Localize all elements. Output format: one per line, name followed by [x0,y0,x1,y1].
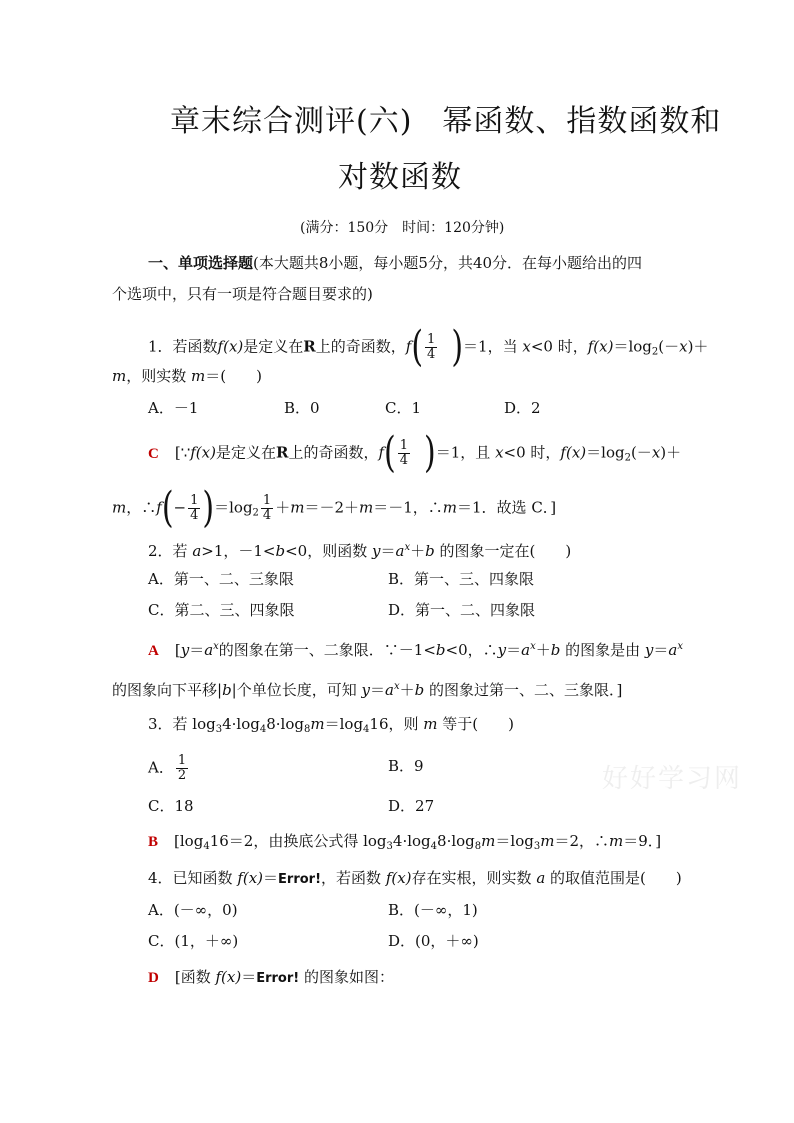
q1-sol-text: ＝－2＋ [304,498,359,517]
q2-sol-text: 的图象是由 [560,641,645,659]
q1-solution [148,428,682,478]
q2-text: ＋ [410,542,426,560]
q2-sol-text: ＋ [399,681,415,699]
q1-sol-text: (－ [630,443,652,462]
q1-m: m [191,367,206,385]
q2-sol-text: 的图象向下平移| [112,681,223,699]
q1-x: x [679,337,688,356]
q3-log-base: 3 [533,841,541,852]
q1-log-base: 2 [651,346,659,358]
q1-sol-text: )＋ [660,443,682,462]
watermark: 好好学习网 [602,764,743,794]
q1-fraction [425,333,437,362]
q3-option-a [148,754,190,783]
q4-stem [148,868,682,890]
q4-answer-badge: D [148,970,159,986]
q2-text: 2．若 [148,542,193,560]
q3-sol-text: 16＝2，由换底公式得 log [209,832,387,850]
q2-var: y [497,641,507,659]
q3-m: m [481,832,496,850]
q4-sol-text: [函数 [174,968,216,986]
q2-var: b [275,542,286,560]
q2-exponent: x [404,542,411,553]
q1-m: m [112,498,127,517]
q2-sol-text: ＋ [535,641,551,659]
q2-sol-text: ＝ [189,641,205,659]
left-paren: ( [384,428,396,478]
q3-text: 3．若 log [148,715,216,733]
q3-log-base: 4 [363,724,370,735]
q1-sol-text: 是定义在 [215,443,276,462]
q2-option-b: B．第一、三、四象限 [388,570,535,588]
q2-var: b [435,641,446,659]
q2-option-d: D．第一、二、四象限 [388,601,536,619]
q1-log-fraction [261,494,273,523]
q2-var: a [385,681,394,699]
q4-text: 的取值范围是( ) [545,869,682,887]
q2-var: a [192,542,202,560]
q1-m: m [442,498,458,517]
q4-text: ，若函数 [321,869,386,887]
q4-fx: f(x) [385,869,412,887]
frac-num: 1 [190,493,199,508]
q2-solution [148,637,683,661]
q3-option-a-label: A． [148,758,174,777]
right-paren: ) [451,322,464,372]
q1-option-b: B．0 [284,399,320,417]
frac-num: 1 [262,493,272,508]
q1-text: )＋ [687,337,709,356]
q1-fx: f(x) [560,443,587,462]
q1-option-c: C．1 [385,399,422,417]
q2-var: y [372,542,381,560]
q3-log-base: 4 [430,841,438,852]
q1-text: <0 时， [530,337,588,356]
q3-text: 4·log [222,715,260,733]
section-header [148,253,642,273]
q4-text: ＝ [263,869,279,887]
q2-answer-badge: A [148,643,159,659]
q1-sol-text: <0 时， [503,443,561,462]
q3-sol-text: ＝log [495,832,534,850]
q1-log-base: 2 [624,452,631,464]
q3-stem [148,714,514,740]
q2-text: 的图象一定在( ) [434,542,572,560]
q1-x: x [651,443,661,462]
q1-m: m [112,367,127,385]
q2-sol-text: 的图象在第一、二象限．∵－1< [218,641,436,659]
q1-sol-text: ＝1．故选 C．] [457,498,557,517]
q2-exponent: x [677,641,684,652]
q2-var: a [204,641,214,659]
q3-sol-text: ＝2，∴ [554,832,609,850]
q1-text: (－ [658,337,680,356]
q1-solution-line2 [112,483,557,533]
q1-option-a: A．－1 [148,399,199,417]
left-paren: ( [161,483,174,533]
q2-var: a [521,641,531,659]
q3-text: 16，则 [369,715,424,733]
q2-var: y [644,641,654,659]
q3-text: 8·log [266,715,304,733]
q1-fx: f(x) [190,443,216,462]
q1-answer-badge: C [148,445,159,462]
q3-sol-text: ＝9．] [623,832,662,850]
q1-text: 上的奇函数， [315,337,406,356]
frac-den: 4 [262,508,272,523]
frac-den: 4 [399,453,409,468]
q1-sol-text: ＝log [586,443,625,462]
q2-var: y [361,681,370,699]
q3-option-a-fraction [176,754,188,783]
q3-m: m [423,715,438,733]
q1-sol-text: ＝log [214,498,253,517]
q2-text: >1，－1< [201,542,276,560]
q2-var: b [222,681,232,699]
right-paren: ) [424,428,436,478]
q3-m: m [310,715,325,733]
q4-fx: f(x) [215,968,242,986]
q1-option-d: D．2 [504,399,541,417]
q1-text: ＝( ) [205,367,262,385]
q2-sol-text: [ [174,641,181,659]
q2-option-a: A．第一、二、三象限 [148,570,294,588]
q1-f: f [156,498,162,517]
q4-sol-text: 的图象如图： [299,968,394,986]
q2-sol-text: |个单位长度，可知 [231,681,362,699]
q3-sol-text: [log [174,832,204,850]
q4-text: 存在实根，则实数 [411,869,537,887]
q3-sol-text: 8·log [437,832,475,850]
q3-answer-badge: B [148,834,159,850]
q1-sol-text: [∵ [174,443,191,462]
q1-text: 是定义在 [243,337,304,356]
q2-var: y [180,641,190,659]
q1-set-r: R [303,337,316,356]
q2-sol-text: <0，∴ [445,641,498,659]
q1-text: ＝1，当 [463,337,523,356]
q2-solution-line2 [112,677,622,700]
q1-fx: f(x) [587,337,614,356]
q1-sol-fraction [398,439,410,468]
q1-m: m [359,498,374,517]
q1-sol-text: 上的奇函数， [288,443,379,462]
q2-sol-text: ＝ [369,681,385,699]
q2-exponent: x [213,641,219,652]
q2-var: a [668,641,678,659]
q2-exponent: x [530,641,536,652]
title-part-b: 幂函数、指数函数和 [442,104,722,139]
q3-option-c: C．18 [148,797,194,815]
q1-fx: f(x) [217,337,244,356]
q1-sol-text: ＋ [275,498,291,517]
q1-text: ，则实数 [126,367,192,385]
section-desc-1: (本大题共8小题，每小题5分，共40分．在每小题给出的四 [253,254,643,272]
q4-option-a: A．(－∞，0) [148,901,238,919]
q3-log-base: 4 [259,724,267,735]
q2-var: b [550,641,561,659]
q3-m: m [540,832,555,850]
q3-log-base: 3 [215,724,223,735]
q2-var: b [414,681,425,699]
q2-sol-text: 的图象过第一、二、三象限．] [424,681,623,699]
q4-error-field: Error! [256,971,300,986]
frac-den: 2 [177,768,187,783]
q1-m: m [290,498,305,517]
q2-text: ＝ [380,542,396,560]
q1-f: f [378,443,385,462]
q1-stem [148,322,709,372]
q4-sol-text: ＝ [241,968,257,986]
q1-x: x [522,337,531,356]
q3-log-base: 8 [474,841,482,852]
q1-stem-line2 [112,366,262,386]
left-paren: ( [411,322,424,372]
q1-x: x [495,443,504,462]
q3-log-base: 8 [304,724,311,735]
page-title-line1 [170,96,721,140]
exam-meta: (满分：150分 时间：120分钟) [300,220,505,236]
q1-minus: − [173,498,187,517]
q3-text: ＝log [324,715,364,733]
q4-option-d: D．(0，＋∞) [388,932,479,950]
q4-fx: f(x) [237,869,264,887]
frac-den: 4 [190,508,199,523]
q2-var: a [395,542,405,560]
right-paren: ) [202,483,215,533]
q4-text: 4．已知函数 [148,869,238,887]
frac-num: 1 [427,332,436,347]
q2-var: b [425,542,435,560]
q2-sol-text: ＝ [506,641,522,659]
q2-sol-text: ＝ [653,641,669,659]
section-label: 一、单项选择题 [148,254,254,272]
q4-solution [148,967,394,989]
frac-den: 4 [427,347,436,362]
q3-log-base: 4 [203,841,210,852]
q2-option-c: C．第二、三、四象限 [148,601,295,619]
q4-error-field: Error! [278,872,322,887]
q2-stem [148,538,571,561]
q1-sol-text: ＝1，且 [435,443,496,462]
title-part-a: 章末综合测评(六) [170,104,413,139]
q2-exponent: x [393,681,400,692]
q1-log-base: 2 [252,507,259,519]
q3-sol-text: 4·log [392,832,431,850]
q4-a: a [536,869,546,887]
q3-option-b: B．9 [388,757,424,775]
q1-set-r: R [275,443,289,462]
q4-option-b: B．(－∞，1) [388,901,478,919]
frac-num: 1 [177,753,187,768]
section-desc-line2: 个选项中，只有一项是符合题目要求的) [112,285,373,303]
q1-text: 1．若函数 [148,337,218,356]
q1-text: ＝log [613,337,652,356]
q3-text: 等于( ) [437,715,514,733]
q1-f: f [405,337,412,356]
q2-text: <0，则函数 [285,542,372,560]
q3-log-base: 3 [386,841,393,852]
q3-m: m [608,832,624,850]
q3-option-d: D．27 [388,797,435,815]
q3-solution [148,831,661,857]
q1-sol-text: ，∴ [126,498,157,517]
q1-sol-fraction-neg [188,494,200,523]
frac-num: 1 [399,438,409,453]
page-title-line2: 对数函数 [338,160,462,195]
q1-sol-text: ＝－1，∴ [373,498,443,517]
q4-option-c: C．(1，＋∞) [148,932,239,950]
